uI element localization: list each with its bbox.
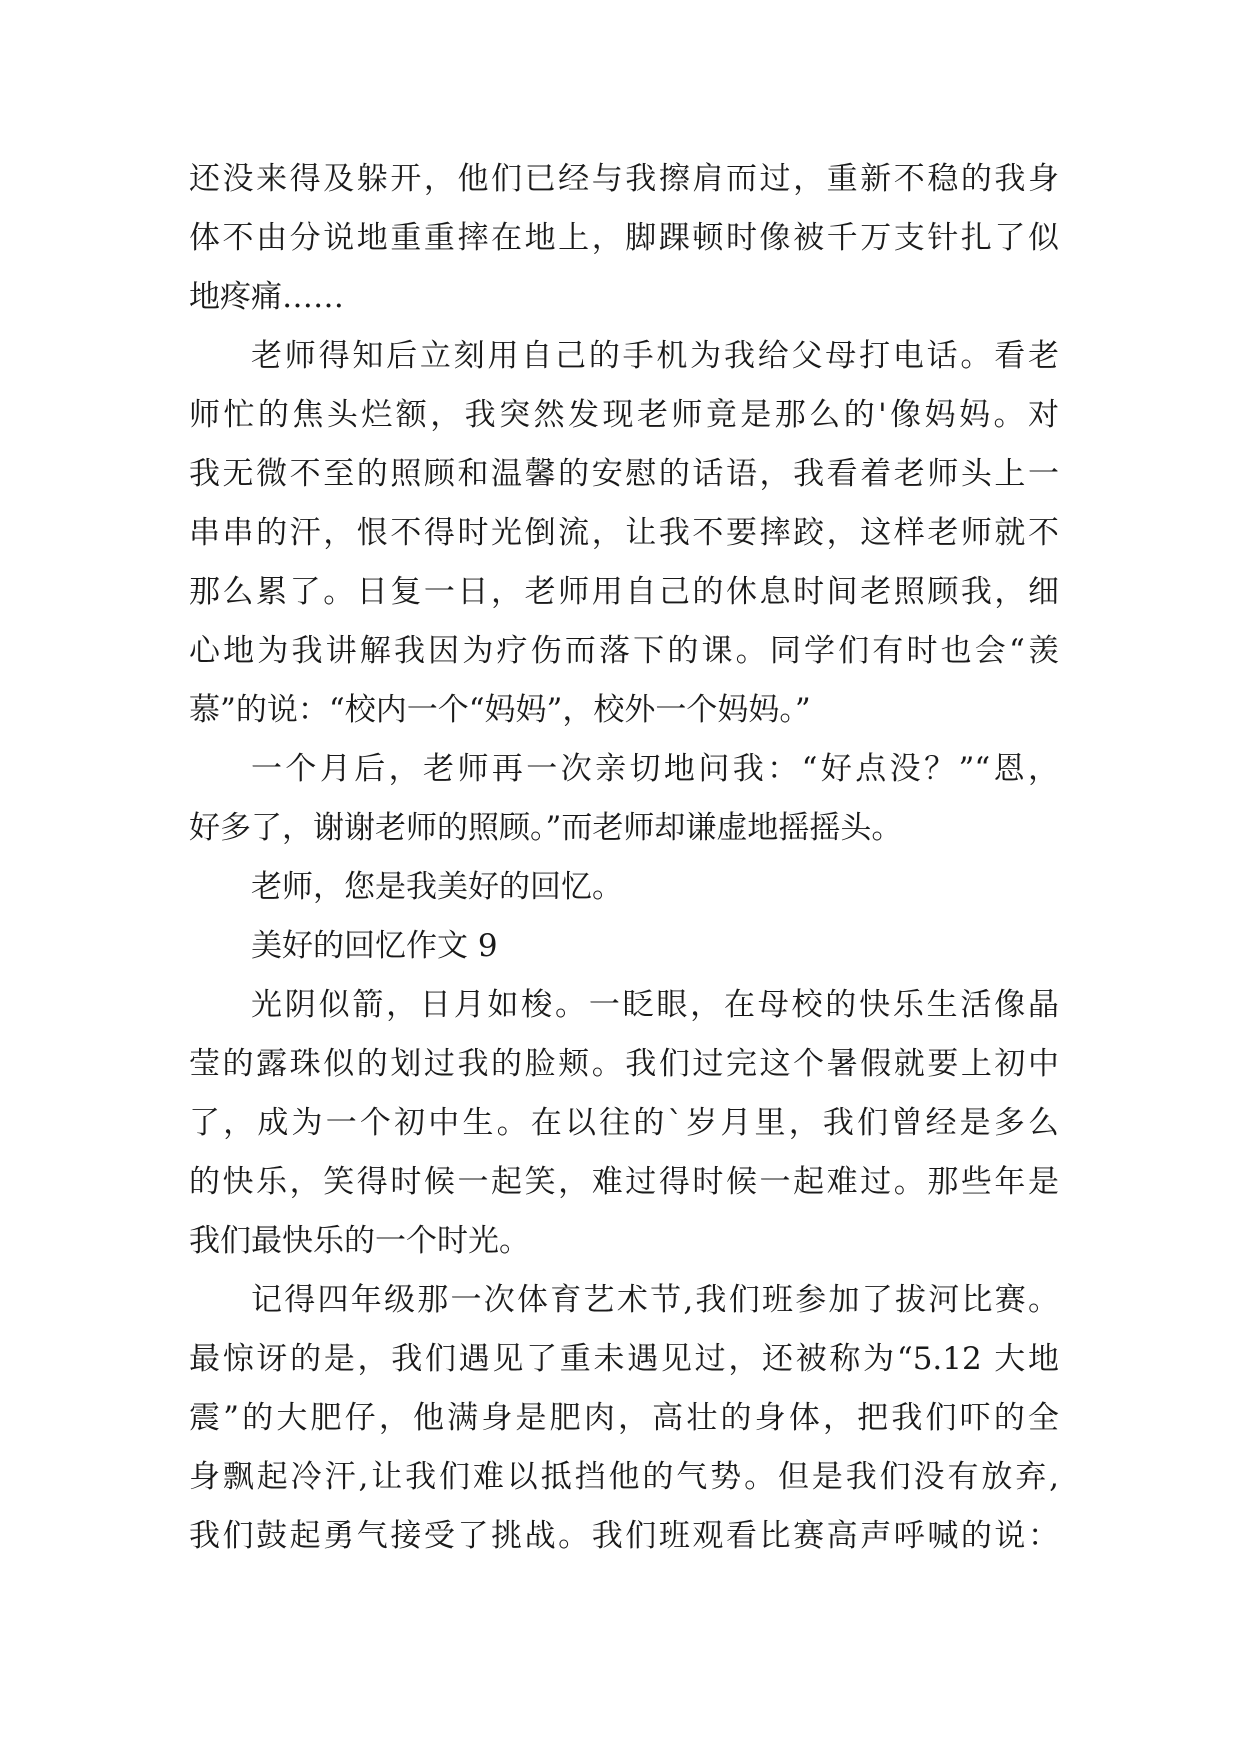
text-line: 好多了，谢谢老师的照顾。”而老师却谦虚地摇摇头。 [189, 810, 903, 846]
text-line: 我们最快乐的一个时光。 [189, 1223, 530, 1259]
text-line: 地疼痛…… [189, 279, 344, 315]
text-line: 慕”的说：“校内一个“妈妈”，校外一个妈妈。” [189, 692, 811, 728]
text-line: 我们鼓起勇气接受了挑战。我们班观看比赛高声呼喊的说： [189, 1518, 1059, 1554]
paragraph-first-line: 记得四年级那一次体育艺术节,我们班参加了拔河比赛。 [251, 1282, 1059, 1318]
paragraph-first-line: 老师得知后立刻用自己的手机为我给父母打电话。看老 [251, 338, 1059, 374]
text-line: 心地为我讲解我因为疗伤而落下的课。同学们有时也会“羡 [189, 633, 1059, 669]
text-line: 串串的汗，恨不得时光倒流，让我不要摔跤，这样老师就不 [189, 515, 1059, 551]
paragraph-first-line: 光阴似箭，日月如梭。一眨眼，在母校的快乐生活像晶 [251, 987, 1059, 1023]
paragraph-first-line: 老师，您是我美好的回忆。 [251, 869, 623, 905]
text-line: 震”的大肥仔，他满身是肥肉，高壮的身体，把我们吓的全 [189, 1400, 1059, 1436]
text-line: 莹的露珠似的划过我的脸颊。我们过完这个暑假就要上初中 [189, 1046, 1059, 1082]
text-line: 我无微不至的照顾和温馨的安慰的话语，我看着老师头上一 [189, 456, 1059, 492]
paragraph-first-line: 一个月后，老师再一次亲切地问我：“好点没？”“恩， [251, 751, 1059, 787]
text-line: 那么累了。日复一日，老师用自己的休息时间老照顾我，细 [189, 574, 1059, 610]
essay-body [189, 150, 1059, 1566]
text-line: 身飘起冷汗,让我们难以抵挡他的气势。但是我们没有放弃, [189, 1459, 1059, 1495]
text-line: 师忙的焦头烂额，我突然发现老师竟是那么的'像妈妈。对 [189, 397, 1059, 433]
text-line: 最惊讶的是，我们遇见了重未遇见过，还被称为“5.12 大地 [189, 1341, 1059, 1377]
text-line: 还没来得及躲开，他们已经与我擦肩而过，重新不稳的我身 [189, 161, 1059, 197]
text-line: 体不由分说地重重摔在地上，脚踝顿时像被千万支针扎了似 [189, 220, 1059, 256]
text-line: 的快乐，笑得时候一起笑，难过得时候一起难过。那些年是 [189, 1164, 1059, 1200]
section-heading: 美好的回忆作文 9 [251, 928, 498, 964]
text-line: 了，成为一个初中生。在以往的`岁月里，我们曾经是多么 [189, 1105, 1059, 1141]
